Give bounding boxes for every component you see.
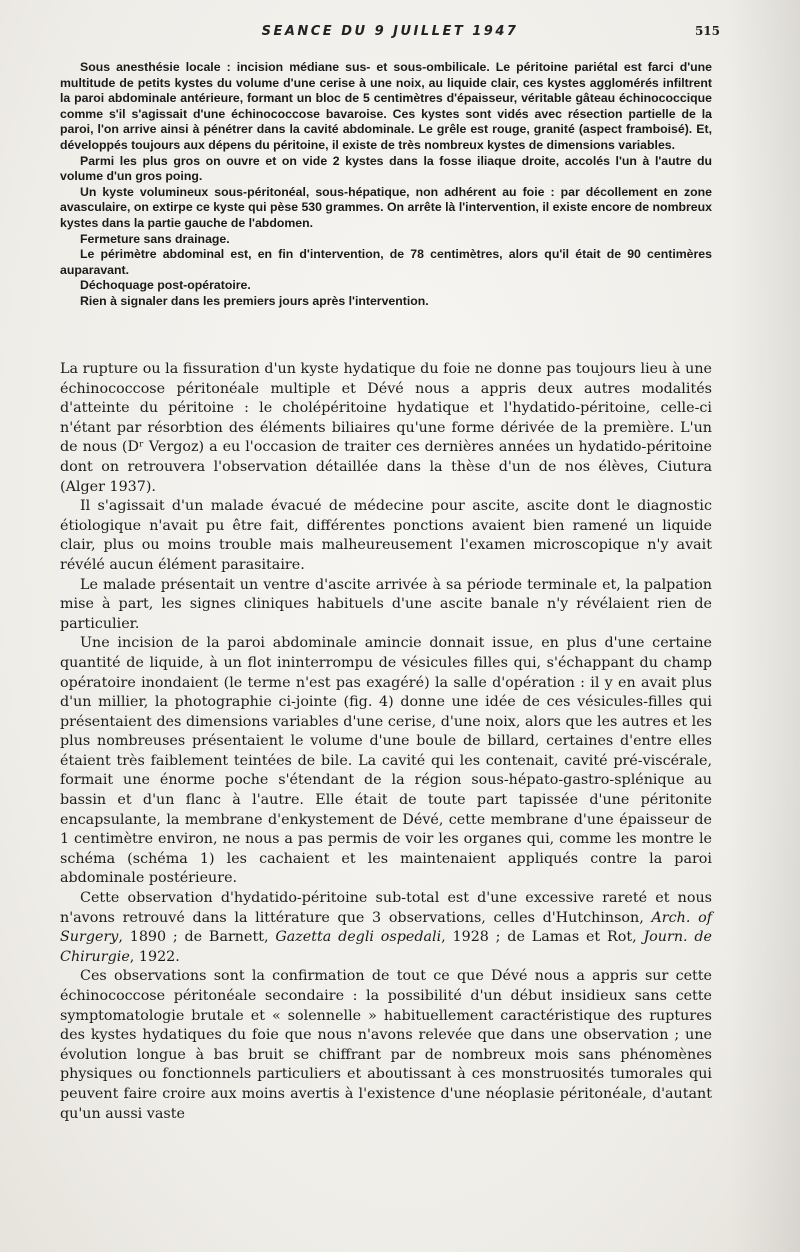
body-paragraph bbox=[60, 889, 712, 967]
report-paragraph: Parmi les plus gros on ouvre et on vide 2 kystes dans la fosse iliaque droite, accolés l'un à l'autre du volume d'un gros poing. bbox=[60, 153, 712, 184]
body-paragraph: Il s'agissait d'un malade évacué de médecine pour ascite, ascite dont le diagnostic étiologique n'avait pu être fait, différentes ponctions avaient bien ramené un liquide clair, plus ou moins trouble mais malheureusement l'examen microscopique n'y avait révélé aucun élément parasitaire. bbox=[60, 498, 712, 573]
report-paragraph: Un kyste volumineux sous-péritonéal, sous-hépatique, non adhérent au foie : par décollement en zone avasculaire, on extirpe ce kyste qui pèse 530 grammes. On arrête là l'intervention, il existe encore de nombreux kystes dans la partie gauche de l'abdomen. bbox=[60, 184, 712, 230]
body-paragraph: Ces observations sont la confirmation de tout ce que Dévé nous a appris sur cette échinococcose péritonéale secondaire : la possibilité d'un début insidieux sans cette symptomatologie brutale et « solennelle » habituellement caractéristique des ruptures des kystes hydatiques du foie que nous n'avons relevée que dans une observation ; une évolution longue à bas bruit se chiffrant par de nombreux mois sans phénomènes physiques ou fonctionnels particuliers et aboutissant à ces monstruosités tumorales qui peuvent faire croire aux moins avertis à l'existence d'une néoplasie péritonéale, d'autant qu'un aussi vaste bbox=[60, 968, 712, 1122]
report-paragraph: Déchoquage post-opératoire. bbox=[80, 278, 251, 293]
report-paragraph: Sous anesthésie locale : incision médiane sus- et sous-ombilicale. Le péritoine pariétal est farci d'une multitude de petits kystes du volume d'une cerise à une noix, au liquide clair, ces kystes agglomérés infiltrent la paroi abdominale antérieure, formant un bloc de 5 centimètres d'épaisseur, véritable gâteau échinococcique comme s'il s'agissait d'une échinococcose bavaroise. Ces kystes sont vidés avec résection partielle de la paroi, l'on arrive ainsi à pénétrer dans la cavité abdominale. Le grêle est rouge, granité (aspect framboisé). Et, développés toujours aux dépens du péritoine, il existe de très nombreux kystes de dimensions variables. bbox=[60, 60, 712, 152]
journal-citation: Gazetta degli ospedali bbox=[275, 929, 442, 946]
page-number: 515 bbox=[694, 24, 720, 38]
operative-report bbox=[60, 60, 712, 310]
body-paragraph: Le malade présentait un ventre d'ascite arrivée à sa période terminale et, la palpation mise à part, les signes cliniques habituels d'une ascite banale n'y révélaient rien de particulier. bbox=[60, 576, 712, 632]
report-paragraph: Fermeture sans drainage. bbox=[80, 231, 230, 246]
page-header bbox=[60, 24, 720, 46]
body-text-span: , 1922. bbox=[129, 948, 180, 965]
body-paragraph: La rupture ou la fissuration d'un kyste hydatique du foie ne donne pas toujours lieu à une échinococcose péritonéale multiple et Dévé nous a appris deux autres modalités d'atteinte du péritoine : le cholépéritoine hydatique et l'hydatido-péritoine, celle-ci n'étant par résorbtion des éléments biliaires qu'une forme dérivée de la première. L'un de nous (Dʳ Vergoz) a eu l'occasion de traiter ces dernières années un hydatido-péritoine dont on retrouvera l'observation détaillée dans la thèse d'un de nos élèves, Ciutura (Alger 1937). bbox=[60, 361, 712, 495]
article-body bbox=[60, 360, 712, 1124]
body-text-span: , 1890 ; de Barnett, bbox=[118, 929, 276, 946]
report-paragraph: Rien à signaler dans les premiers jours après l'intervention. bbox=[80, 293, 429, 308]
body-text-span: , 1928 ; de Lamas et Rot, bbox=[441, 929, 644, 946]
journal-citation: Journ. de Chirurgie bbox=[60, 929, 712, 965]
report-paragraph: Le périmètre abdominal est, en fin d'intervention, de 78 centimètres, alors qu'il était de 90 centimères auparavant. bbox=[60, 247, 712, 277]
running-head: SEANCE DU 9 JUILLET 1947 bbox=[261, 24, 519, 39]
body-paragraph: Une incision de la paroi abdominale amincie donnait issue, en plus d'une certaine quantité de liquide, à un flot ininterrompu de vésicules filles qui, s'échappant du champ opératoire inondaient (le terme n'est pas exagéré) la salle d'opération : il y en avait plus d'un millier, la photographie ci-jointe (fig. 4) donne une idée de ces vésicules-filles qui présentaient des dimensions variables d'une cerise, d'une noix, alors que les autres et les plus nombreuses présentaient le volume d'une boule de billard, certaines d'entre elles étaient très faiblement teintées de bile. La cavité qui les contenait, cavité pré-viscérale, formait une énorme poche s'étendant de la région sous-hépato-gastro-splénique au bassin et d'un flanc à l'autre. Elle était de toute part tapissée d'une péritonite encapsulante, la membrane d'enkystement de Dévé, cette membrane d'une épaisseur de 1 centimètre environ, ne nous a pas permis de voir les organes qui, comme les montre le schéma (schéma 1) les cachaient et les maintenaient appliqués contre la paroi abdominale postérieure. bbox=[60, 635, 712, 887]
body-text-span: Cette observation d'hydatido-péritoine sub-total est d'une excessive rareté et nous n'avons retrouvé dans la littérature que 3 observations, celles d'Hutchinson, bbox=[60, 890, 712, 926]
facing-page-bleed bbox=[730, 0, 800, 1252]
journal-citation: Arch. of Surgery bbox=[60, 909, 712, 946]
